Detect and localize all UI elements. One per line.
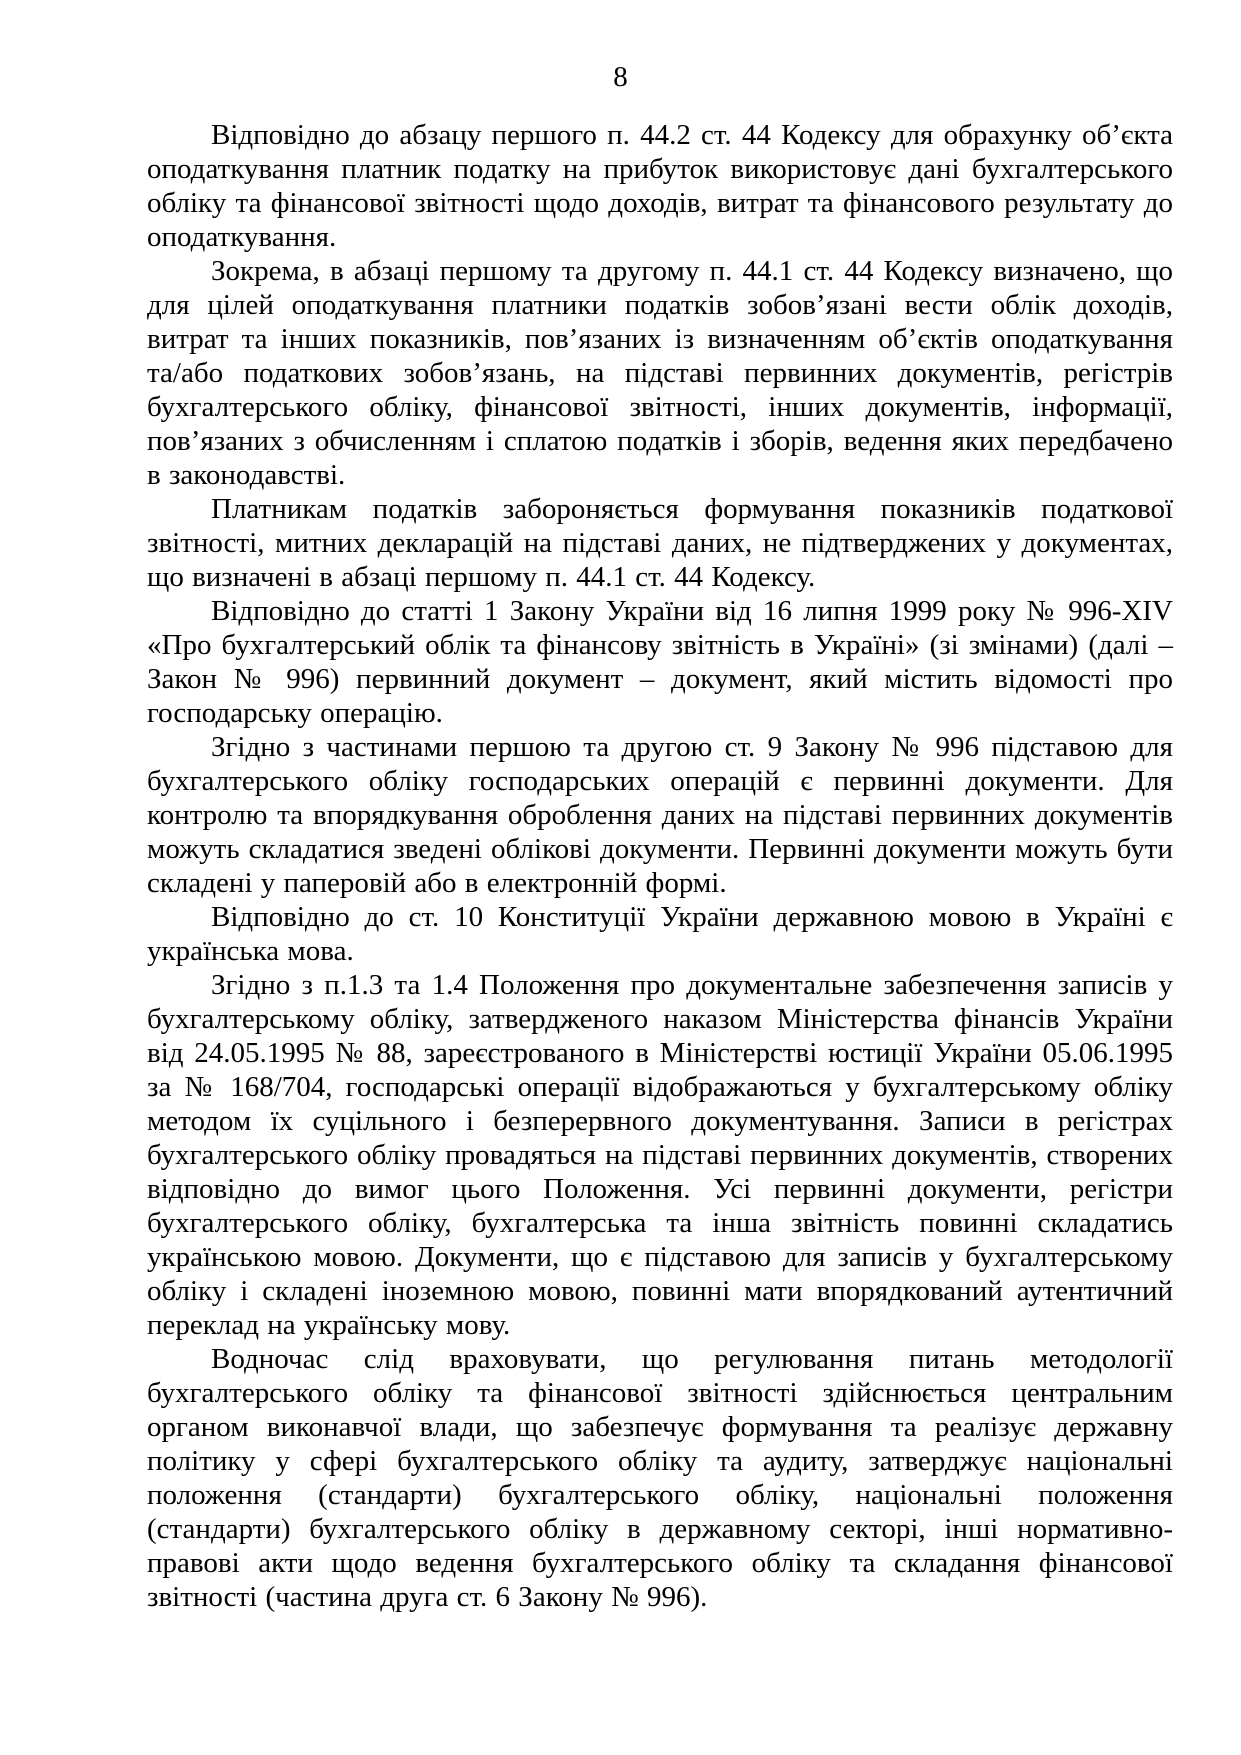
- paragraph: Відповідно до ст. 10 Конституції України державною мовою в Україні є українська мова.: [147, 901, 1173, 967]
- paragraph: Водночас слід враховувати, що регулювання питань методології бухгалтерського обліку та фінансової звітності здійснюється центральним органом виконавчої влади, що забезпечує формування та реалізує державну політику у сфері бухгалтерського обліку та аудиту, затверджує національні положення (стандарти) бухгалтерського обліку, національні положення (стандарти) бухгалтерського обліку в державному секторі, інші нормативно-правові акти щодо ведення бухгалтерського обліку та складання фінансової звітності (частина друга ст. 6 Закону № 996).: [147, 1343, 1173, 1613]
- paragraph: Зокрема, в абзаці першому та другому п. 44.1 ст. 44 Кодексу визначено, що для цілей оподаткування платники податків зобов’язані вести облік доходів, витрат та інших показників, пов’язаних із визначенням об’єктів оподаткування та/або податкових зобов’язань, на підставі первинних документів, регістрів бухгалтерського обліку, фінансової звітності, інших документів, інформації, пов’язаних з обчисленням і сплатою податків і зборів, ведення яких передбачено в законодавстві.: [147, 255, 1173, 491]
- paragraph: Відповідно до статті 1 Закону України від 16 липня 1999 року № 996-XIV «Про бухгалтерський облік та фінансову звітність в Україні» (зі змінами) (далі – Закон № 996) первинний документ – документ, який містить відомості про господарську операцію.: [147, 595, 1173, 729]
- page-number: 8: [613, 61, 628, 93]
- paragraph: Відповідно до абзацу першого п. 44.2 ст. 44 Кодексу для обрахунку об’єкта оподаткування платник податку на прибуток використовує дані бухгалтерського обліку та фінансової звітності щодо доходів, витрат та фінансового результату до оподаткування.: [147, 119, 1173, 253]
- paragraph: Згідно з частинами першою та другою ст. 9 Закону № 996 підставою для бухгалтерського обліку господарських операцій є первинні документи. Для контролю та впорядкування оброблення даних на підставі первинних документів можуть складатися зведені облікові документи. Первинні документи можуть бути складені у паперовій або в електронній формі.: [147, 731, 1173, 899]
- paragraph: Платникам податків забороняється формування показників податкової звітності, митних декларацій на підставі даних, не підтверджених у документах, що визначені в абзаці першому п. 44.1 ст. 44 Кодексу.: [147, 493, 1173, 593]
- document-body: [0, 118, 1241, 1614]
- paragraph: Згідно з п.1.3 та 1.4 Положення про документальне забезпечення записів у бухгалтерському обліку, затвердженого наказом Міністерства фінансів України від 24.05.1995 № 88, зареєстрованого в Міністерстві юстиції України 05.06.1995 за № 168/704, господарські операції відображаються у бухгалтерському обліку методом їх суцільного і безперервного документування. Записи в регістрах бухгалтерського обліку провадяться на підставі первинних документів, створених відповідно до вимог цього Положення. Усі первинні документи, регістри бухгалтерського обліку, бухгалтерська та інша звітність повинні складатись українською мовою. Документи, що є підставою для записів у бухгалтерському обліку і складені іноземною мовою, повинні мати впорядкований аутентичний переклад на українську мову.: [147, 969, 1173, 1341]
